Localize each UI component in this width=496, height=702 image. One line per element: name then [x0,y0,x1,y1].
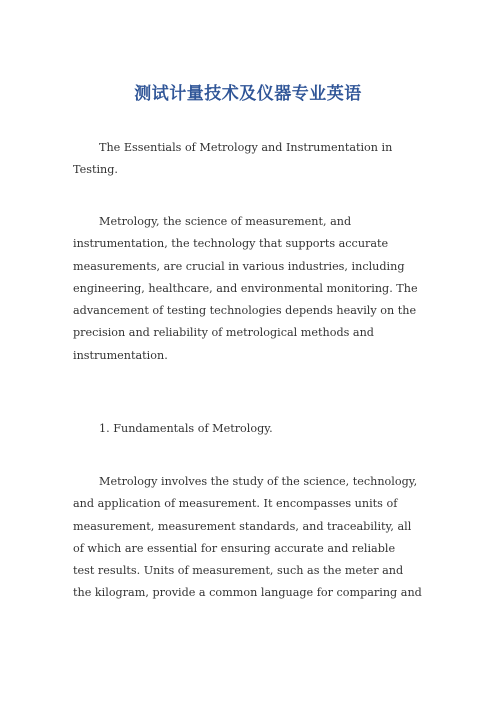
text-line: 1. Fundamentals of Metrology. [99,422,273,435]
text-line: precision and reliability of metrological methods and [73,326,374,340]
document-title: 测试计量技术及仪器专业英语 [134,84,362,104]
text-line: Metrology involves the study of the science, technology, [99,475,418,488]
text-line: of which are essential for ensuring accurate and reliable [73,541,396,555]
text-line: instrumentation. [73,348,168,362]
section-heading [73,418,445,440]
text-line: and application of measurement. It encompasses units of [73,497,398,511]
text-line: Testing. [73,163,118,177]
text-line: Metrology, the science of measurement, and [99,215,352,228]
body-paragraph [73,471,445,605]
text-line: the kilogram, provide a common language for comparing and [73,586,422,600]
text-line: engineering, healthcare, and environmental monitoring. The [73,281,418,295]
text-line: The Essentials of Metrology and Instrumentation in [99,141,393,154]
subtitle-paragraph [73,137,445,182]
text-line: advancement of testing technologies depends heavily on the [73,304,417,318]
text-line: test results. Units of measurement, such as the meter and [73,564,404,578]
text-line: instrumentation, the technology that supports accurate [73,237,389,251]
text-line: measurements, are crucial in various industries, including [73,259,405,273]
text-line: measurement, measurement standards, and traceability, all [73,519,412,533]
intro-paragraph [73,211,445,367]
